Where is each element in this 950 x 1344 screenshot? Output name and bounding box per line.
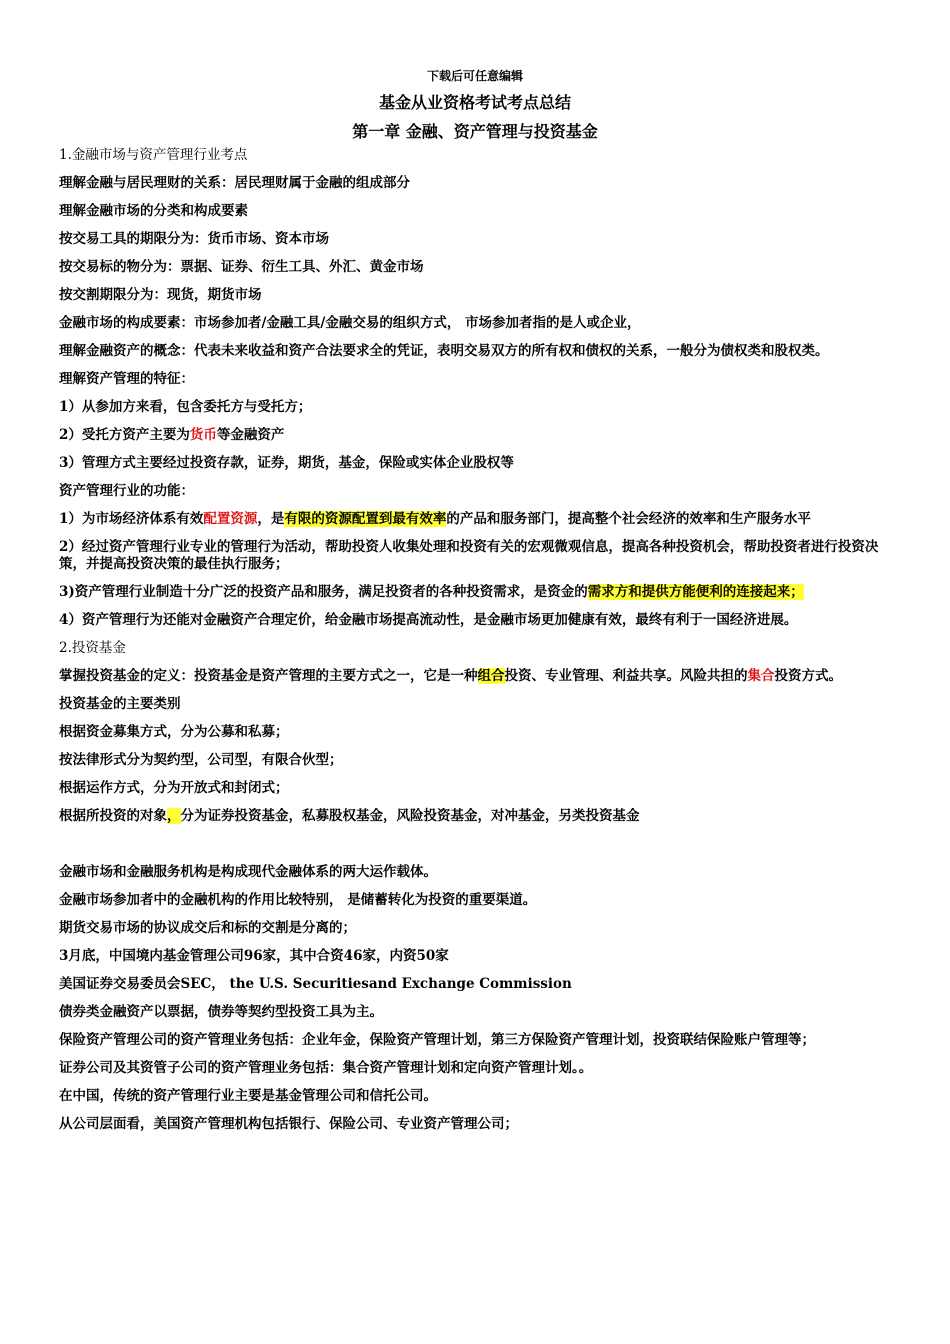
paragraph: 从公司层面看，美国资产管理机构包括银行、保险公司、专业资产管理公司； bbox=[59, 1116, 518, 1132]
paragraph: 按交割期限分为：现货，期货市场 bbox=[59, 287, 262, 303]
text-run: 投资方式。 bbox=[774, 668, 842, 684]
text-run: 2）受托方资产主要为 bbox=[59, 427, 190, 443]
paragraph: 金融市场的构成要素：市场参加者/金融工具/金融交易的组织方式， 市场参加者指的是人或企业， bbox=[59, 315, 641, 331]
paragraph: 保险资产管理公司的资产管理业务包括：企业年金，保险资产管理计划，第三方保险资产管理计划，投资联结保险账户管理等； bbox=[59, 1032, 815, 1048]
text-run: 1）为市场经济体系有效 bbox=[59, 511, 204, 527]
paragraph bbox=[59, 668, 895, 685]
highlighted-text: 有限的资源配置到最有效率 bbox=[284, 511, 447, 527]
paragraph: 投资基金的主要类别 bbox=[59, 696, 181, 712]
paragraph: 期货交易市场的协议成交后和标的交割是分离的； bbox=[59, 920, 356, 936]
paragraph: 理解金融资产的概念：代表未来收益和资产合法要求全的凭证，表明交易双方的所有权和债权的关系，一般分为债权类和股权类。 bbox=[59, 343, 829, 359]
highlighted-text: 需求方和提供方能便利的连接起来 bbox=[587, 584, 791, 600]
text-run: 3)资产管理行业制造十分广泛的投资产品和服务，满足投资者的各种投资需求，是资金的 bbox=[59, 584, 588, 600]
paragraph bbox=[59, 584, 895, 601]
paragraph: 理解金融与居民理财的关系：居民理财属于金融的组成部分 bbox=[59, 175, 410, 191]
paragraph: 1）从参加方来看，包含委托方与受托方； bbox=[59, 399, 312, 415]
text-run: 投资、专业管理、利益共享。风险共担的 bbox=[504, 668, 748, 684]
text-run: ，是 bbox=[257, 511, 285, 527]
blank-line bbox=[59, 836, 895, 864]
text-run: 分为证券投资基金，私募股权基金，风险投资基金，对冲基金，另类投资基金 bbox=[180, 808, 640, 824]
highlighted-text: 组合 bbox=[477, 668, 505, 684]
paragraph: 债券类金融资产以票据，债券等契约型投资工具为主。 bbox=[59, 1004, 383, 1020]
document-body bbox=[59, 147, 895, 1144]
paragraph: 金融市场参加者中的金融机构的作用比较特别， 是储蓄转化为投资的重要渠道。 bbox=[59, 892, 537, 908]
paragraph bbox=[59, 511, 895, 528]
paragraph: 按交易标的物分为：票据、证券、衍生工具、外汇、黄金市场 bbox=[59, 259, 424, 275]
paragraph: 资产管理行业的功能： bbox=[59, 483, 194, 499]
paragraph: 根据运作方式，分为开放式和封闭式； bbox=[59, 780, 289, 796]
download-note: 下载后可任意编辑 bbox=[426, 69, 523, 83]
paragraph: 金融市场和金融服务机构是构成现代金融体系的两大运作载体。 bbox=[59, 864, 437, 880]
paragraph: 美国证券交易委员会SEC， the U.S. Securitiesand Exchange Commission bbox=[59, 976, 572, 992]
paragraph: 在中国，传统的资产管理行业主要是基金管理公司和信托公司。 bbox=[59, 1088, 437, 1104]
paragraph: 3月底，中国境内基金管理公司96家，其中合资46家，内资50家 bbox=[59, 948, 449, 964]
paragraph: 按法律形式分为契约型，公司型，有限合伙型； bbox=[59, 752, 343, 768]
red-emphasis: 集合 bbox=[747, 668, 775, 684]
text-run: 等金融资产 bbox=[216, 427, 285, 443]
paragraph: 理解金融市场的分类和构成要素 bbox=[59, 203, 248, 219]
paragraph: 理解资产管理的特征： bbox=[59, 371, 194, 387]
document-title: 基金从业资格考试考点总结 bbox=[378, 93, 571, 112]
chapter-title: 第一章 金融、资产管理与投资基金 bbox=[352, 122, 598, 141]
paragraph: 按交易工具的期限分为：货币市场、资本市场 bbox=[59, 231, 329, 247]
paragraph: 根据资金募集方式，分为公募和私募； bbox=[59, 724, 289, 740]
paragraph: 4）资产管理行为还能对金融资产合理定价，给金融市场提高流动性，是金融市场更加健康有效，最终有利于一国经济进展。 bbox=[59, 612, 798, 628]
red-emphasis: 货币 bbox=[189, 427, 217, 443]
paragraph: 3）管理方式主要经过投资存款，证券，期货，基金，保险或实体企业股权等 bbox=[59, 455, 514, 471]
red-emphasis: 配置资源 bbox=[203, 511, 258, 527]
text-run: ； bbox=[790, 584, 804, 600]
section-1-heading: 1.金融市场与资产管理行业考点 bbox=[59, 147, 248, 163]
paragraph: 2）经过资产管理行业专业的管理行为活动，帮助投资人收集处理和投资有关的宏观微观信息，提高各种投资机会，帮助投资者进行投资决策，并提高投资决策的最佳执行服务； bbox=[59, 539, 879, 572]
highlighted-text: ， bbox=[167, 808, 181, 824]
text-run: 的产品和服务部门，提高整个社会经济的效率和生产服务水平 bbox=[446, 511, 811, 527]
paragraph bbox=[59, 427, 895, 444]
text-run: 根据所投资的对象 bbox=[59, 808, 167, 824]
text-run: 掌握投资基金的定义：投资基金是资产管理的主要方式之一，它是一种 bbox=[59, 668, 478, 684]
section-2-heading: 2.投资基金 bbox=[59, 640, 126, 656]
paragraph bbox=[59, 808, 895, 825]
paragraph: 证券公司及其资管子公司的资产管理业务包括：集合资产管理计划和定向资产管理计划。。 bbox=[59, 1060, 593, 1076]
